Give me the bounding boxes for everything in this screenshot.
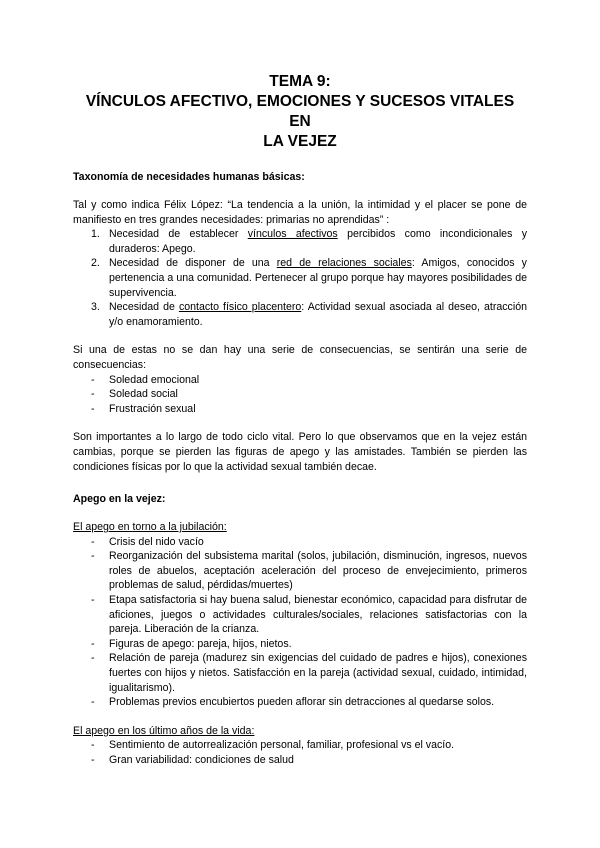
list-item: 2. Necesidad de disponer de una red de relaciones sociales: Amigos, conocidos y pertenencia a una comunidad. Pertenecer al grupo porque hay mayores posibilidades de supervivencia. bbox=[91, 257, 527, 299]
intro-paragraph: Tal y como indica Félix López: “La tendencia a la unión, la intimidad y el placer se pone de manifiesto en tres grandes necesidades: primarias no aprendidas” : bbox=[73, 199, 527, 226]
list-item: - Relación de pareja (madurez sin exigencias del cuidado de padres e hijos), conexiones fuertes con hijos y nietos. Satisfacción en la pareja (actividad sexual, cuidado, intimidad, igualitarismo). bbox=[91, 652, 527, 694]
list-item: 3. Necesidad de contacto físico placentero: Actividad sexual asociada al deseo, atracción y/o enamoramiento. bbox=[91, 301, 527, 328]
bullet-dash: - bbox=[91, 637, 95, 650]
list-item: - Sentimiento de autorrealización personal, familiar, profesional vs el vacío. bbox=[91, 739, 455, 752]
list-number: 3. bbox=[91, 301, 100, 314]
consequences-intro: Si una de estas no se dan hay una serie de consecuencias, se sentirán una serie de consecuencias: bbox=[73, 344, 527, 371]
title-line-1: TEMA 9: bbox=[269, 73, 331, 90]
bullet-dash: - bbox=[91, 652, 95, 665]
bullet-dash: - bbox=[91, 594, 95, 607]
title-line-2: VÍNCULOS AFECTIVO, EMOCIONES Y SUCESOS VITALES EN bbox=[85, 93, 515, 130]
list-item: 1. Necesidad de establecer vínculos afectivos percibidos como incondicionales y duraderos: Apego. bbox=[91, 228, 527, 255]
bullet-dash: - bbox=[91, 373, 95, 386]
bullet-dash: - bbox=[91, 550, 95, 563]
section-heading-taxonomy: Taxonomía de necesidades humanas básicas: bbox=[73, 171, 305, 183]
list-number: 1. bbox=[91, 228, 100, 241]
bullet-dash: - bbox=[91, 754, 95, 766]
list-number: 2. bbox=[91, 257, 100, 270]
bullet-dash: - bbox=[91, 739, 95, 752]
retirement-list bbox=[73, 535, 527, 710]
bullet-dash: - bbox=[91, 535, 95, 548]
consequences-list bbox=[73, 373, 527, 417]
bullet-dash: - bbox=[91, 388, 95, 401]
list-item: - Reorganización del subsistema marital (solos, jubilación, disminución, ingresos, nuevos roles de abuelos, aceptación aceleración del proceso de envejecimiento, primeros problemas de salud, pérdidas/muertes) bbox=[91, 550, 527, 592]
underlined-term: vínculos afectivos bbox=[247, 228, 338, 241]
title-line-3: LA VEJEZ bbox=[263, 133, 337, 150]
bullet-dash: - bbox=[91, 696, 95, 709]
section-heading-attachment: Apego en la vejez: bbox=[73, 493, 166, 506]
list-item: - Problemas previos encubiertos pueden aflorar sin detracciones al quedarse solos. bbox=[91, 696, 495, 709]
list-item: - Soledad social bbox=[91, 388, 178, 401]
document-page bbox=[73, 72, 527, 768]
list-item: - Crisis del nido vacío bbox=[91, 535, 204, 548]
needs-list bbox=[73, 227, 527, 329]
closing-paragraph: Son importantes a lo largo de todo ciclo vital. Pero lo que observamos que en la vejez están cambias, porque se pierden las figuras de apego y las amistades. También se pierden las condiciones físicas por lo que la actividad sexual también decae. bbox=[73, 431, 527, 473]
list-item: - Soledad emocional bbox=[91, 373, 200, 386]
bullet-dash: - bbox=[91, 402, 95, 415]
list-item: - Figuras de apego: pareja, hijos, nietos. bbox=[91, 637, 292, 650]
list-item: - Frustración sexual bbox=[91, 402, 196, 415]
list-item: - Etapa satisfactoria si hay buena salud, bienestar económico, capacidad para disfrutar de aficiones, juegos o actividades culturales/sociales, relaciones satisfactorias con la pareja. Liberación de la crianza. bbox=[91, 594, 527, 636]
list-item: - Gran variabilidad: condiciones de salud bbox=[91, 754, 294, 766]
subsection-title-last-years: El apego en los último años de la vida: bbox=[73, 724, 255, 737]
underlined-term: contacto físico placentero bbox=[178, 301, 302, 314]
page-title bbox=[73, 72, 527, 152]
subsection-title-retirement: El apego en torno a la jubilación: bbox=[73, 521, 227, 534]
underlined-term: red de relaciones sociales bbox=[276, 257, 412, 270]
last-years-list bbox=[73, 738, 527, 767]
